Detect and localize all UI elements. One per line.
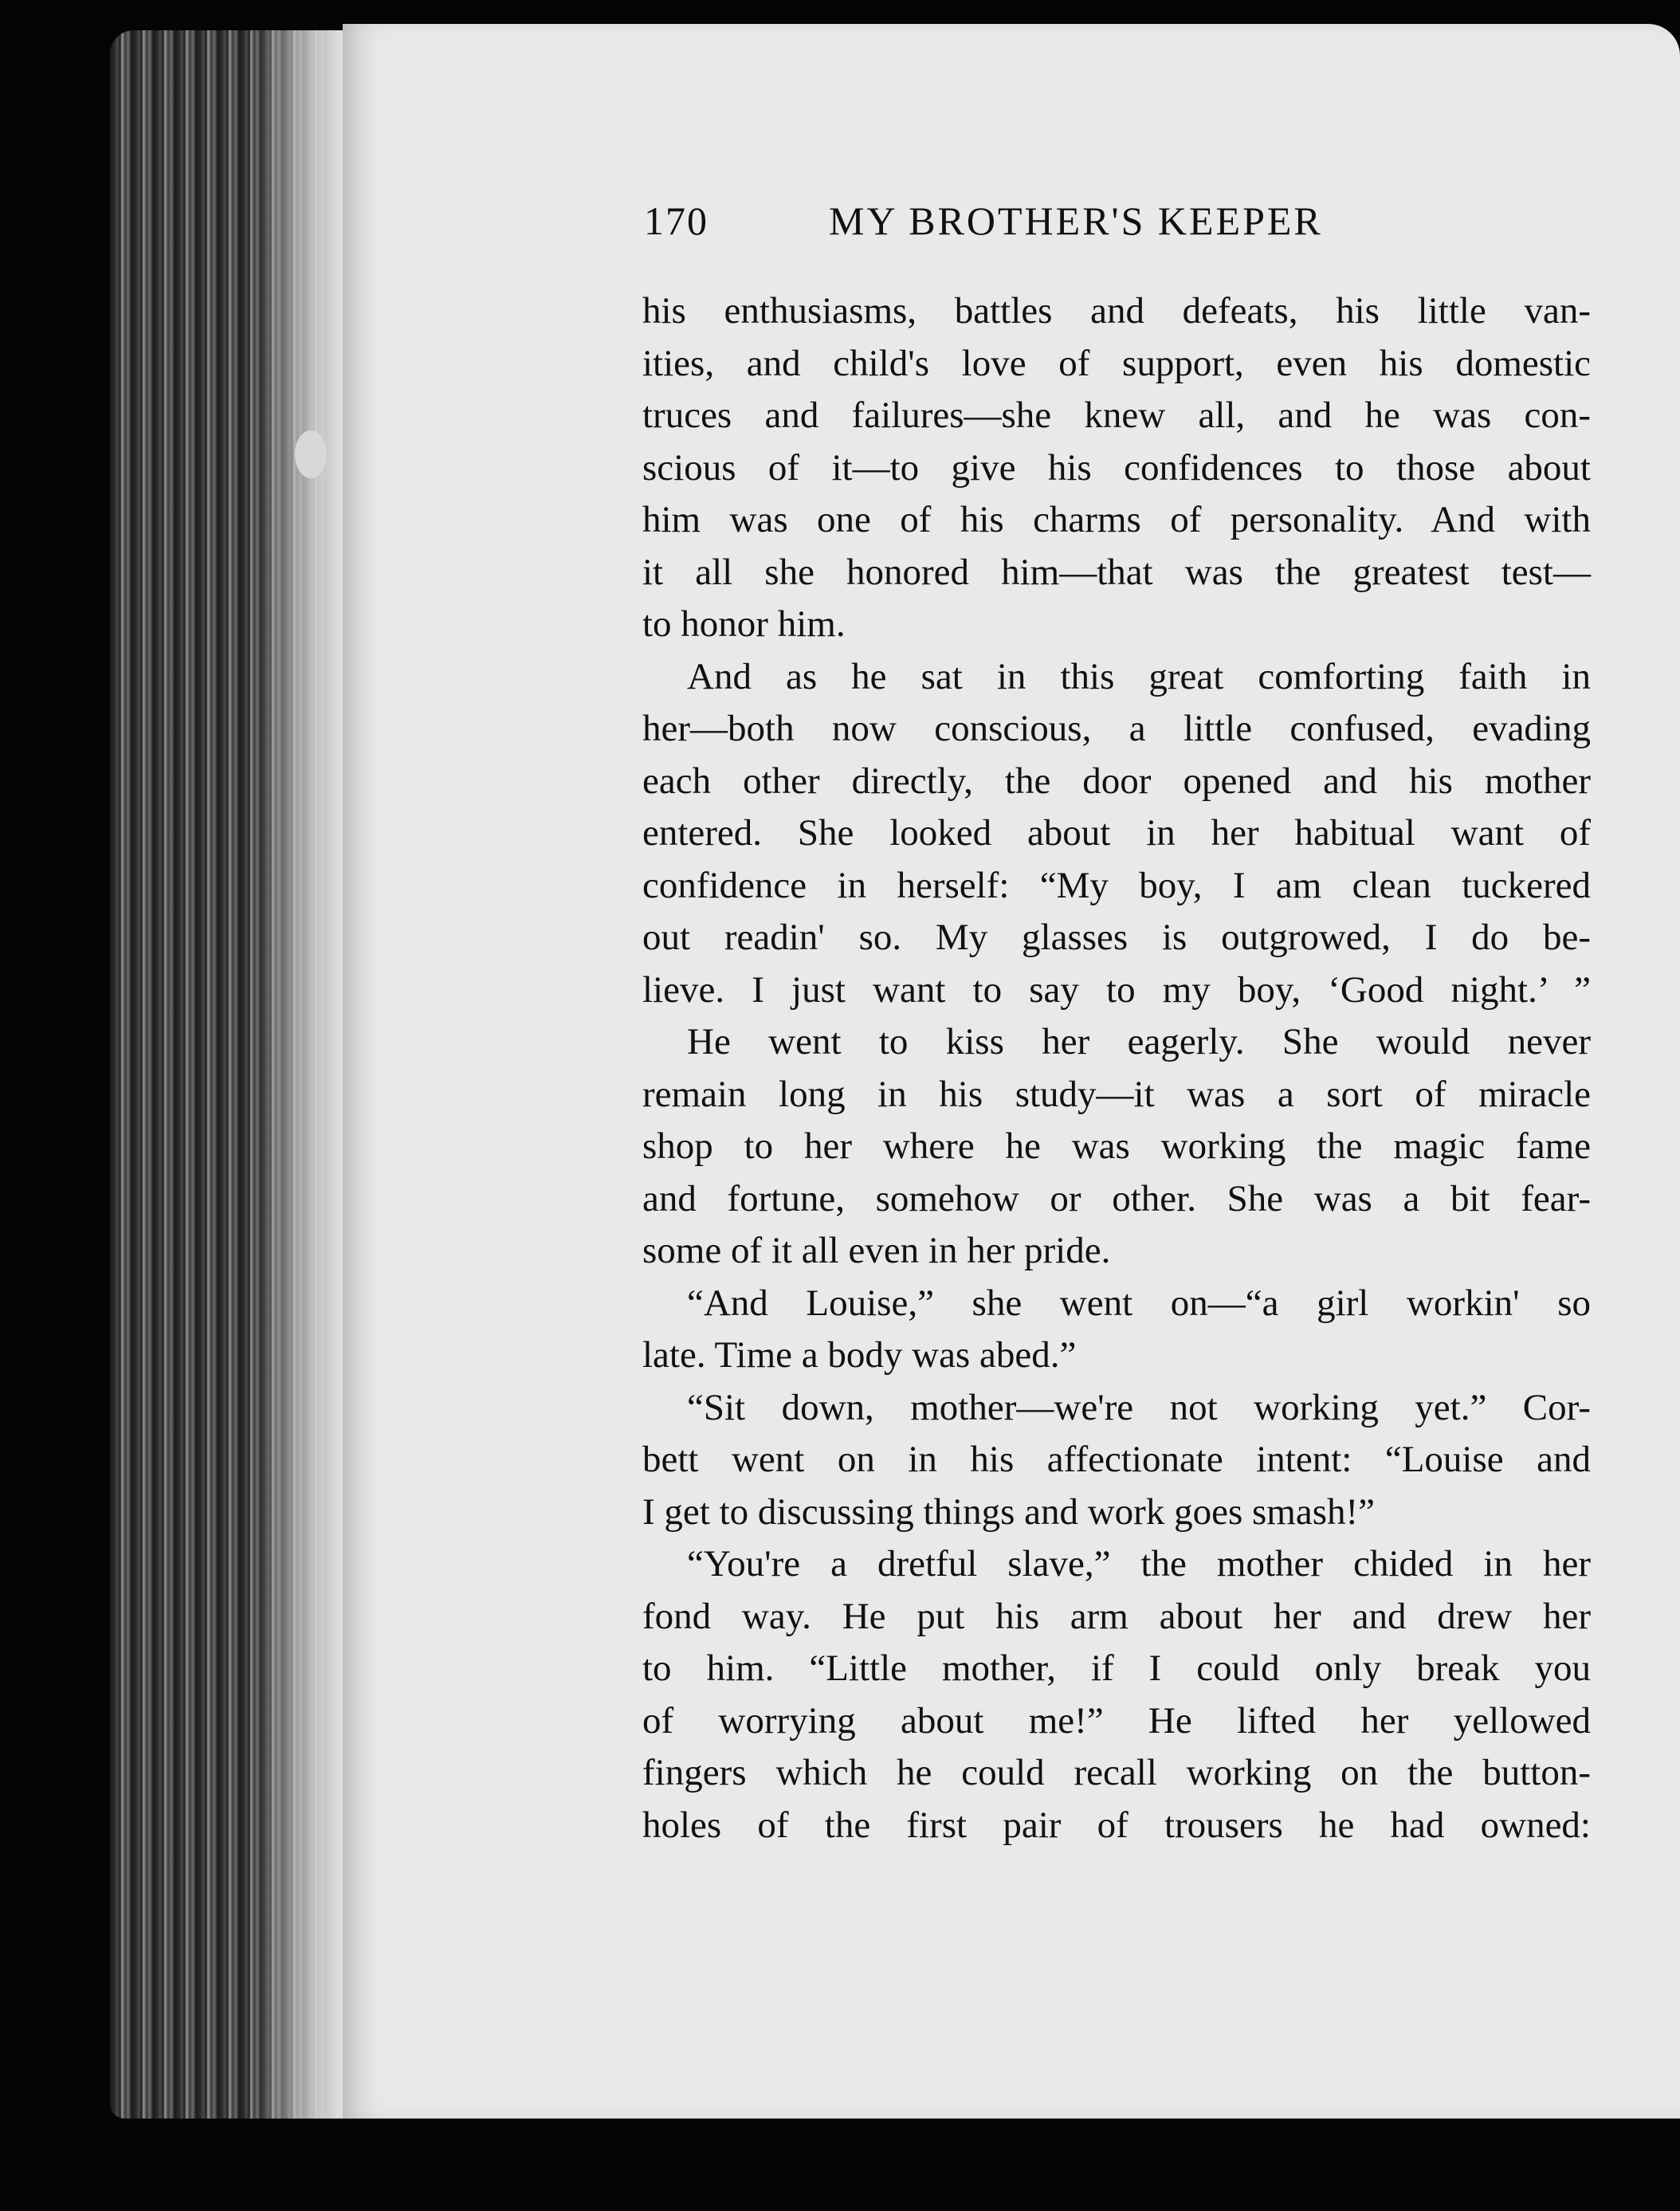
text-line: and fortune, somehow or other. She was a bit fear-	[642, 1177, 1591, 1219]
text-line: shop to her where he was working the magic fame	[642, 1125, 1591, 1167]
running-title: MY BROTHER'S KEEPER	[829, 198, 1323, 243]
text-line: fond way. He put his arm about her and drew her	[642, 1595, 1591, 1637]
text-line: his enthusiasms, battles and defeats, his little van-	[642, 290, 1591, 332]
text-line: late. Time a body was abed.”	[642, 1334, 1077, 1376]
text-line: holes of the first pair of trousers he had owned:	[642, 1804, 1591, 1846]
text-line: fingers which he could recall working on the button-	[642, 1752, 1591, 1793]
text-line: ities, and child's love of support, even his domestic	[642, 342, 1591, 384]
text-line: him was one of his charms of personality. And with	[642, 499, 1591, 540]
text-line: And as he sat in this great comforting faith in	[687, 655, 1591, 697]
text-line: bett went on in his affectionate intent: “Louise and	[642, 1439, 1591, 1480]
text-line: out readin' so. My glasses is outgrowed, I do be-	[642, 917, 1591, 958]
text-line: “And Louise,” she went on—“a girl workin' so	[687, 1282, 1591, 1324]
page-number: 170	[644, 198, 709, 243]
text-line: some of it all even in her pride.	[642, 1230, 1111, 1271]
text-line: “You're a dretful slave,” the mother chided in her	[687, 1543, 1591, 1585]
text-line: truces and failures—she knew all, and he was con-	[642, 395, 1591, 436]
text-line: each other directly, the door opened and his mother	[642, 760, 1591, 802]
book-page-edges	[110, 30, 349, 2119]
text-line: I get to discussing things and work goes smash!”	[642, 1490, 1376, 1533]
text-line: entered. She looked about in her habitual want of	[642, 812, 1591, 854]
text-line: “Sit down, mother—we're not working yet.” Cor-	[687, 1386, 1591, 1428]
body-text	[642, 285, 1591, 1852]
text-line: her—both now conscious, a little confused, evading	[642, 708, 1591, 749]
text-line: it all she honored him—that was the greatest test—	[642, 551, 1591, 593]
text-line: confidence in herself: “My boy, I am clean tuckered	[642, 864, 1591, 906]
text-line: remain long in his study—it was a sort of miracle	[642, 1073, 1591, 1115]
dust-speck	[295, 430, 327, 478]
text-line: of worrying about me!” He lifted her yellowed	[642, 1699, 1591, 1742]
text-line: He went to kiss her eagerly. She would never	[687, 1021, 1591, 1062]
text-line: to him. “Little mother, if I could only break you	[642, 1647, 1591, 1689]
text-line: scious of it—to give his confidences to those about	[642, 446, 1591, 489]
text-line: lieve. I just want to say to my boy, ‘Good night.’ ”	[642, 968, 1591, 1011]
page-header	[644, 198, 1584, 253]
text-line: to honor him.	[642, 603, 846, 645]
